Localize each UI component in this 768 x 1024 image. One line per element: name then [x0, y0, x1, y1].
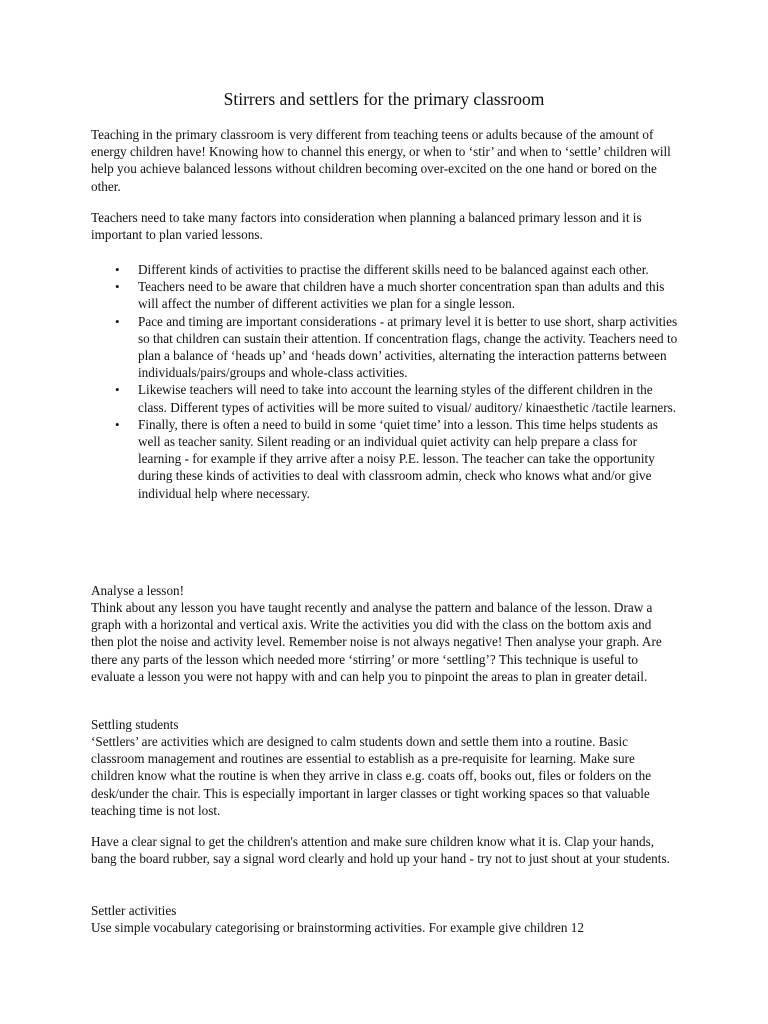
- bullet-icon: •: [115, 262, 120, 277]
- list-item-text: Likewise teachers will need to take into account the learning styles of the different children in the class. Different types of activities will be more suited to visual/ auditory/ kinaesthetic /tactile learners.: [138, 382, 677, 415]
- considerations-list: [91, 261, 681, 502]
- intro-paragraph: Teaching in the primary classroom is very different from teaching teens or adults because of the amount of energy children have! Knowing how to channel this energy, or when to ‘stir’ and when to ‘settle’ children will help you achieve balanced lessons without children becoming over-excited on the one hand or bored on the other.: [91, 127, 671, 194]
- settler-activities-heading: Settler activities: [91, 903, 177, 918]
- bullet-icon: •: [115, 279, 120, 295]
- list-item: [91, 381, 681, 415]
- list-item: [91, 261, 681, 278]
- analyse-heading: Analyse a lesson!: [91, 583, 185, 598]
- settler-activities-paragraph: Use simple vocabulary categorising or brainstorming activities. For example give children 12: [91, 920, 584, 935]
- bullet-icon: •: [115, 313, 120, 329]
- list-item: [91, 278, 681, 312]
- list-item-text: Finally, there is often a need to build in some ‘quiet time’ into a lesson. This time helps students as well as teacher sanity. Silent reading or an individual quiet activity can help prepare a class for learning - for example if they arrive after a noisy P.E. lesson. The teacher can take the opportunity during these kinds of activities to deal with classroom admin, check who knows what and/or give individual help where necessary.: [138, 416, 658, 501]
- list-item-text: Teachers need to be aware that children have a much shorter concentration span than adults and this will affect the number of different activities we plan for a single lesson.: [138, 279, 665, 312]
- analyse-paragraph: Think about any lesson you have taught recently and analyse the pattern and balance of the lesson. Draw a graph with a horizontal and vertical axis. Write the activities you did with the class on the bottom axis and then plot the noise and activity level. Remember noise is not always negative! Then analyse your graph. Are there any parts of the lesson which needed more ‘stirring’ or more ‘settling’? This technique is useful to evaluate a lesson you were not happy with and can help you to pinpoint the areas to plan in greater detail.: [91, 600, 662, 684]
- list-item-text: Different kinds of activities to practise the different skills need to be balanced against each other.: [138, 262, 649, 277]
- bullet-icon: •: [115, 382, 120, 398]
- document-title: Stirrers and settlers for the primary classroom: [223, 89, 545, 109]
- planning-paragraph: Teachers need to take many factors into consideration when planning a balanced primary lesson and it is important to plan varied lessons.: [91, 210, 642, 243]
- list-item: [91, 313, 681, 382]
- settling-heading: Settling students: [91, 717, 179, 732]
- signal-paragraph: Have a clear signal to get the children's attention and make sure children know what it is. Clap your hands, bang the board rubber, say a signal word clearly and hold up your hand - try not to just shout at your students.: [91, 834, 670, 867]
- list-item: [91, 416, 681, 502]
- settling-paragraph: ‘Settlers’ are activities which are designed to calm students down and settle them into a routine. Basic classroom management and routines are essential to establish as a pre-requisite for learning. Make sure children know what the routine is when they arrive in class e.g. coats off, books out, files or folders on the desk/under the chair. This is especially important in larger classes or tight working spaces so that valuable teaching time is not lost.: [91, 734, 652, 818]
- bullet-icon: •: [115, 416, 120, 432]
- list-item-text: Pace and timing are important considerations - at primary level it is better to use short, sharp activities so that children can sustain their attention. If concentration flags, change the activity. Teachers need to plan a balance of ‘heads up’ and ‘heads down’ activities, alternating the interaction patterns between individuals/pairs/groups and whole-class activities.: [138, 313, 678, 381]
